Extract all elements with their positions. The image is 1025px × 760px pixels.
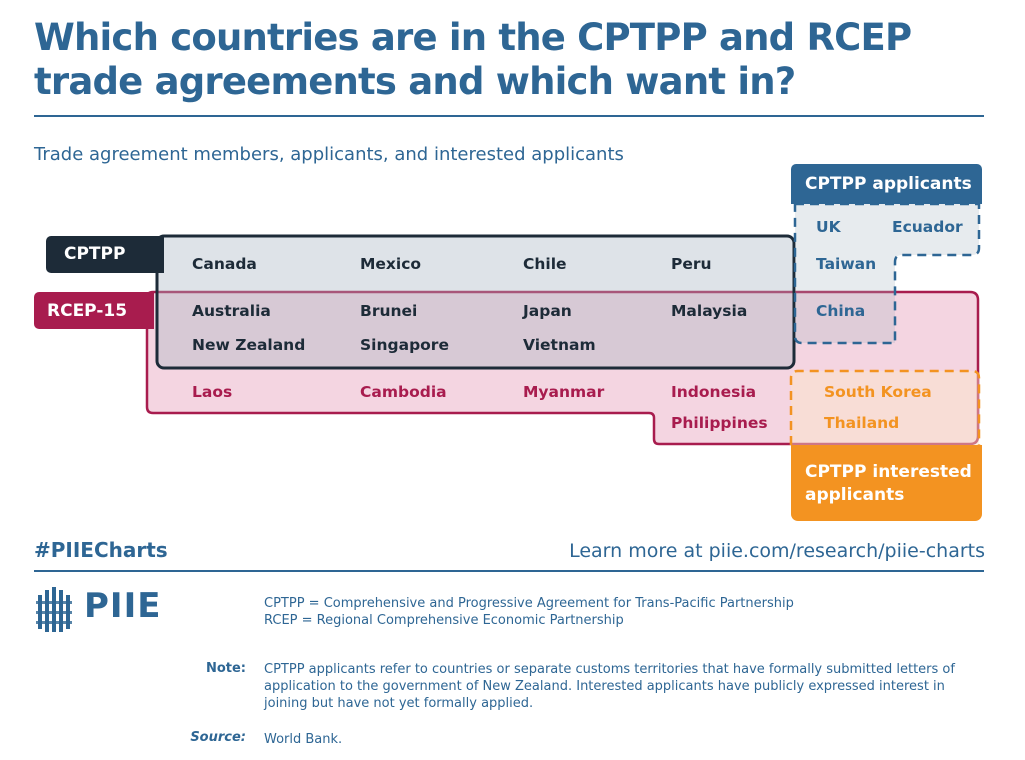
source-text: World Bank. [264,732,343,747]
country-label: Australia [192,302,271,320]
country-label: Indonesia [671,383,757,401]
subtitle: Trade agreement members, applicants, and interested applicants [34,144,624,165]
country-label: Laos [192,383,233,401]
country-label: Malaysia [671,302,748,320]
piie-logo-text: PIIE [84,586,162,626]
cptpp-label: CPTPP [46,236,164,273]
cptpp-interested-label: CPTPP interested applicants [791,445,982,521]
country-label: Philippines [671,414,768,432]
country-label: New Zealand [192,336,306,354]
footer-divider [34,570,984,572]
hashtag: #PIIECharts [34,538,168,562]
country-label: Ecuador [892,218,963,236]
definition-cptpp: CPTPP = Comprehensive and Progressive Agreement for Trans-Pacific Partnership [264,596,794,611]
country-label: Mexico [360,255,422,273]
learn-more-link[interactable]: Learn more at piie.com/research/piie-charts [569,540,985,562]
page-title: Which countries are in the CPTPP and RCEP trade agreements and which want in? [34,16,912,103]
country-label: Cambodia [360,383,447,401]
country-label: Peru [671,255,712,273]
country-label: Myanmar [523,383,605,401]
note-label: Note: [205,661,246,676]
country-label: South Korea [824,383,932,401]
cptpp-applicants-label: CPTPP applicants [791,164,982,204]
country-label: Chile [523,255,567,273]
piie-logo-icon [36,585,76,633]
country-label: Brunei [360,302,418,320]
country-label: Japan [523,302,572,320]
note-text: CPTPP applicants refer to countries or separate customs territories that have formally submitted letters of application to the government of New Zealand. Interested applicants have publicly expressed interest in joining but have not yet formally applied. [264,662,955,711]
country-label: China [816,302,866,320]
country-label: UK [816,218,841,236]
country-label: Canada [192,255,257,273]
country-label: Vietnam [523,336,596,354]
country-label: Thailand [824,414,900,432]
country-label: Singapore [360,336,449,354]
rcep-label: RCEP-15 [34,292,154,329]
definition-rcep: RCEP = Regional Comprehensive Economic Partnership [264,613,624,628]
country-label: Taiwan [816,255,877,273]
source-label: Source: [190,730,246,745]
